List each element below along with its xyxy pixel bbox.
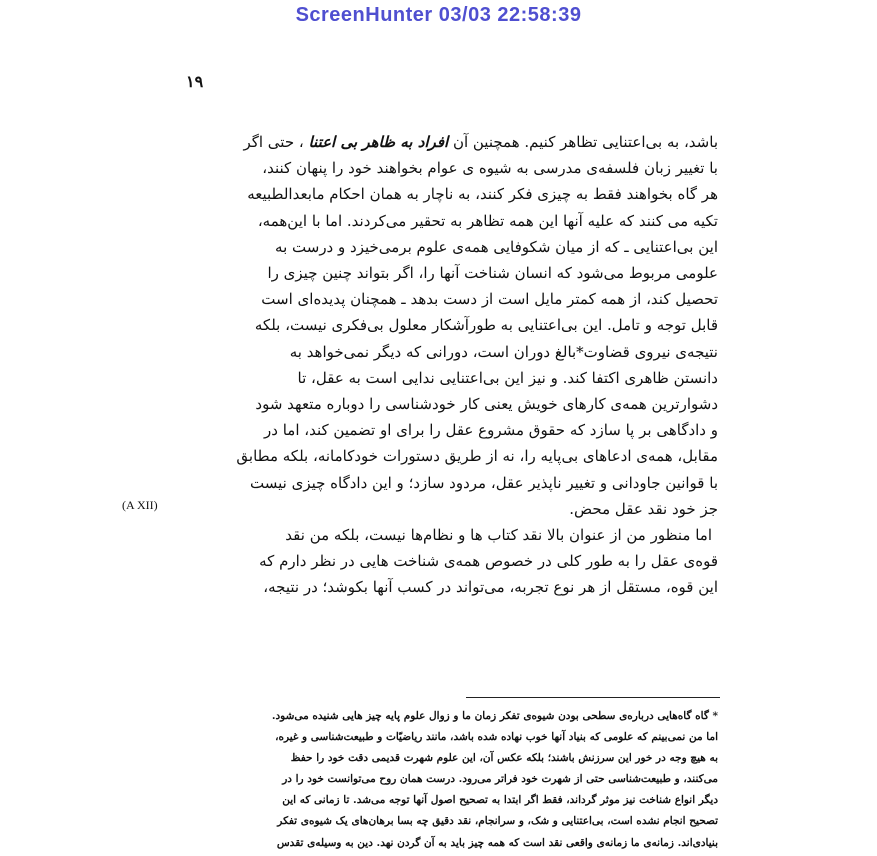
text-line: با قوانین جاودانی و تغییر ناپذیر عقل، مردود سازد؛ و این دادگاه چیزی نیست — [250, 473, 718, 492]
page-number: ۱۹ — [186, 72, 204, 91]
text-line: اما منظور من از عنوان بالا نقد کتاب ها و نظام‌ها نیست، بلکه من نقد — [285, 526, 712, 545]
footnote-separator — [466, 697, 720, 698]
main-text — [192, 129, 718, 601]
footnote-line: به هیچ وجه در خور این سرزنش باشند؛ بلکه عکس آن، این علوم شهرت قدیمی دقت خود را حفظ — [290, 752, 718, 765]
emphasis-phrase: افراد به ظاهر بی اعتنا — [308, 133, 449, 151]
text-line: با تغییر زبان فلسفه‌ی مدرسی به شیوه ی عوام بخواهند خود را پنهان کنند، — [262, 159, 718, 178]
footnote — [196, 706, 718, 854]
footnote-line: می‌کنند، و طبیعت‌شناسی حتی از شهرت خود فراتر می‌رود. درست همان روح می‌توانست خود را در — [282, 773, 718, 786]
footnote-line: بنیادی‌اند. زمانه‌ی ما زمانه‌ی واقعی نقد است که همه چیز باید به آن گردن نهد. دین به وسیله‌ی تقدس — [276, 836, 718, 849]
text-line: مقابل، همه‌ی ادعاهای بی‌پایه را، نه از طریق دستورات خودکامانه، بلکه مطابق — [236, 447, 718, 466]
text-line: قابل توجه و تامل. این بی‌اعتنایی به طورآشکار معلول بی‌فکری نیست، بلکه — [254, 316, 718, 335]
margin-reference: (A XII) — [122, 498, 158, 512]
text-line: نتیجه‌ی نیروی قضاوت*بالغ دوران است، دورانی که دیگر نمی‌خواهد به — [289, 342, 718, 361]
text-line: دشوارترین همه‌ی کارهای خویش یعنی کار خودشناسی را دوباره متعهد شود — [255, 395, 718, 414]
footnote-line: دیگر انواع شناخت نیز موثر گرداند، فقط اگر ابتدا به تصحیح اصول آنها توجه می‌شد. تا زمانی که این — [282, 794, 718, 807]
text-line: دانستن ظاهری اکتفا کند. و نیز این بی‌اعتنایی ندایی است به عقل، تا — [297, 368, 718, 387]
footnote-line: اما من نمی‌بینم که علومی که بنیاد آنها خوب نهاده شده باشد، مانند ریاضیّات و طبیعت‌شناسی و غیره، — [275, 731, 718, 744]
footnote-line: * گاه گاه‌هایی درباره‌ی سطحی بودن شیوه‌ی تفکر زمان ما و زوال علوم پایه چیز هایی شنیده می‌شود. — [271, 710, 718, 722]
text-line: و دادگاهی بر پا سازد که حقوق مشروع عقل را برای او تضمین کند، اما در — [264, 421, 718, 440]
text-line: هر گاه بخواهند فقط به چیزی فکر کنند، به ناچار به همان احکام مابعدالطبیعه — [247, 185, 718, 204]
text-line: قوه‌ی عقل را به طور کلی در خصوص همه‌ی شناخت هایی در نظر دارم که — [259, 552, 718, 571]
text-line: این بی‌اعتنایی ـ که از میان شکوفایی همه‌ی علوم برمی‌خیزد و درست به — [275, 237, 718, 256]
text-line: علومی مربوط می‌شود که انسان شناخت آنها را، اگر بتواند چنین چیزی را — [267, 264, 718, 283]
text-line: جز خود نقد عقل محض. — [569, 499, 718, 518]
text-line: این قوه، مستقل از هر نوع تجربه، می‌تواند در کسب آنها بکوشد؛ در نتیجه، — [263, 578, 718, 597]
footnote-line: تصحیح انجام نشده است، بی‌اعتنایی و شک، و سرانجام، نقد دقیق چه بسا برهان‌های یک شیوه‌ی تفکر — [277, 815, 718, 828]
screenhunter-caption: ScreenHunter 03/03 22:58:39 — [295, 4, 582, 26]
text-line: تحصیل کند، از همه کمتر مایل است از دست بدهد ـ همچنان پدیده‌ای است — [261, 290, 718, 309]
text-line: باشد، به بی‌اعتنایی تظاهر کنیم. همچنین آن افراد به ظاهر بی اعتنا ، حتی اگر — [243, 133, 718, 151]
text-line: تکیه می کنند که علیه آنها این همه تظاهر به تحقیر می‌کردند. اما با این‌همه، — [257, 211, 718, 230]
